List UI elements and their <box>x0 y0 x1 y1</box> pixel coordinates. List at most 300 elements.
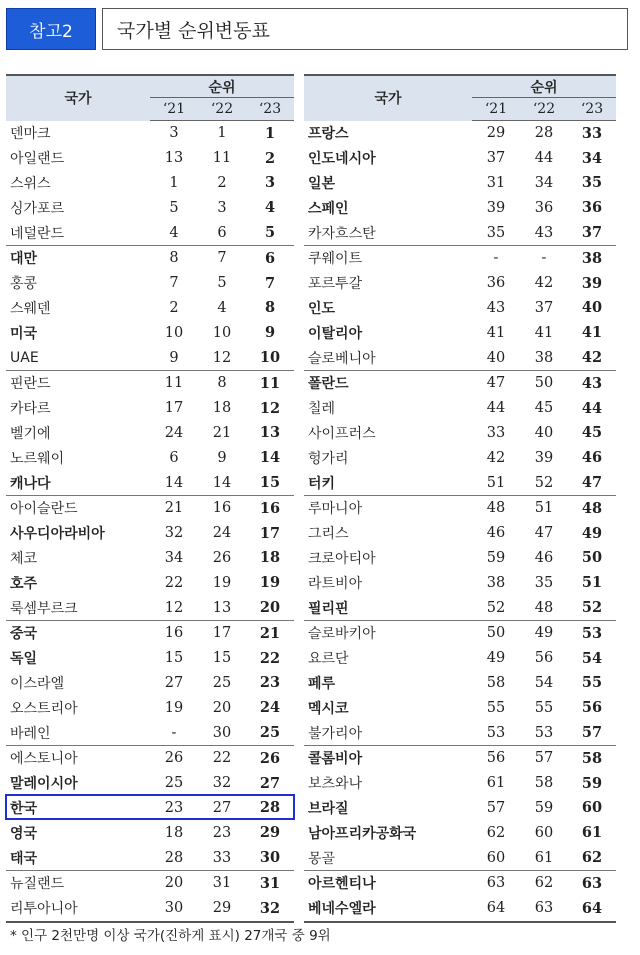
rank-2021-cell: 9 <box>169 349 179 366</box>
table-row <box>304 796 616 821</box>
rank-2021-cell: 57 <box>486 799 506 816</box>
rank-2021-cell: 13 <box>164 150 184 167</box>
rank-2022-cell: 15 <box>212 650 232 667</box>
rank-2023-cell: 38 <box>568 245 616 270</box>
country-cell: 폴란드 <box>304 370 472 395</box>
rank-2021-cell: 31 <box>486 174 506 191</box>
rank-2021-cell: - <box>171 724 177 741</box>
table-row <box>6 896 294 922</box>
rank-2022-cell: 42 <box>534 275 554 292</box>
rank-2022-cell: 54 <box>534 674 554 691</box>
rank-2023-cell: 27 <box>259 774 281 792</box>
table-row <box>6 345 294 370</box>
rank-2023-cell: 44 <box>581 399 603 417</box>
rank-2023-cell: 49 <box>581 524 603 542</box>
table-row <box>6 495 294 520</box>
rank-2022-cell: 1 <box>217 125 227 142</box>
rank-2021-cell: 34 <box>164 549 184 566</box>
table-row <box>304 570 616 595</box>
country-cell: 스위스 <box>10 175 51 192</box>
country-cell: 콜롬비아 <box>304 745 472 770</box>
rank-2023-cell: 53 <box>568 620 616 645</box>
country-cell: 터키 <box>308 475 336 492</box>
rank-2022-cell: 27 <box>212 799 232 816</box>
rank-2023-cell: 23 <box>259 674 281 692</box>
rank-2022-cell: 11 <box>212 150 232 167</box>
rank-2023-cell: 52 <box>581 599 603 617</box>
rank-2022-cell: 30 <box>212 724 232 741</box>
country-cell: 영국 <box>10 825 38 842</box>
country-cell: 슬로바키아 <box>304 620 472 645</box>
rank-2021-cell: 12 <box>164 599 184 616</box>
rank-2022-cell: 16 <box>198 495 246 520</box>
rank-2023-cell: 10 <box>259 349 281 367</box>
rank-2022-cell: 57 <box>520 745 568 770</box>
country-cell: 독일 <box>10 651 38 668</box>
country-cell: 오스트리아 <box>10 700 78 717</box>
rank-2021-cell: 19 <box>164 699 184 716</box>
rank-2021-cell: 46 <box>486 525 506 542</box>
rank-2021-cell: 17 <box>164 400 184 417</box>
table-row <box>6 845 294 870</box>
rank-2021-cell: 14 <box>164 474 184 491</box>
country-cell: 이스라엘 <box>10 675 65 692</box>
rank-2023-cell: 15 <box>259 474 281 492</box>
country-cell: 필리핀 <box>308 600 349 617</box>
rank-2023-cell: 56 <box>581 699 603 717</box>
rank-2023-cell: 62 <box>581 849 603 866</box>
rank-2021-cell: - <box>472 245 520 270</box>
country-cell: 몽골 <box>308 850 336 867</box>
country-cell: 스웨덴 <box>10 300 51 317</box>
rank-2021-cell: 18 <box>164 824 184 841</box>
rank-2023-cell: 45 <box>581 424 603 442</box>
rank-2021-cell: 24 <box>164 424 184 441</box>
rank-2023-cell: 24 <box>259 699 281 717</box>
rank-2022-cell: 28 <box>534 125 554 142</box>
country-cell: 노르웨이 <box>10 450 65 467</box>
rank-2023-cell: 7 <box>264 274 276 292</box>
rank-2023-cell: 37 <box>581 224 603 242</box>
country-cell: 체코 <box>10 550 38 567</box>
rank-2022-cell: 23 <box>212 824 232 841</box>
country-cell: 아이슬란드 <box>6 495 150 520</box>
rank-2023-cell: 4 <box>264 199 276 217</box>
country-cell: 카타르 <box>10 401 51 418</box>
year-header-23: ‘23 <box>568 98 616 121</box>
rank-2021-cell: 38 <box>486 574 506 591</box>
table-row <box>6 745 294 770</box>
rank-2022-cell: 50 <box>520 370 568 395</box>
table-row <box>6 445 294 470</box>
rank-2023-cell: 48 <box>568 495 616 520</box>
table-row <box>6 771 294 796</box>
rank-2022-cell: 45 <box>534 400 554 417</box>
rank-2021-cell: 62 <box>486 824 506 841</box>
table-row <box>304 445 616 470</box>
table-row <box>6 146 294 171</box>
rank-2021-cell: 35 <box>486 224 506 241</box>
rank-2022-cell: 24 <box>212 525 232 542</box>
table-row <box>304 171 616 196</box>
rank-2021-cell: 59 <box>486 549 506 566</box>
year-header-23: ‘23 <box>246 98 294 121</box>
rank-2022-cell: 47 <box>534 525 554 542</box>
rank-2021-cell: 15 <box>164 650 184 667</box>
country-cell: 사우디아라비아 <box>10 526 105 543</box>
rank-2021-cell: 4 <box>169 224 179 241</box>
rank-2023-cell: 61 <box>581 824 603 842</box>
country-cell: 홍콩 <box>10 276 38 293</box>
rank-2023-cell: 63 <box>568 870 616 895</box>
table-row <box>6 220 294 245</box>
country-cell: 페루 <box>308 675 336 692</box>
country-cell: 한국 <box>10 800 38 817</box>
rank-2022-cell: 22 <box>198 745 246 770</box>
rank-2023-cell: 5 <box>264 224 276 242</box>
rank-2021-cell: 1 <box>169 174 179 191</box>
rank-2021-cell: 21 <box>150 495 198 520</box>
rank-2021-cell: 23 <box>164 799 184 816</box>
country-cell: 핀란드 <box>6 370 150 395</box>
rank-2023-cell: 39 <box>581 274 603 292</box>
rank-2021-cell: 63 <box>472 870 520 895</box>
rank-2021-cell: 36 <box>486 275 506 292</box>
rank-2021-cell: 28 <box>164 849 184 866</box>
rank-2021-cell: 5 <box>169 199 179 216</box>
table-row <box>6 470 294 495</box>
rank-2023-cell: 19 <box>259 574 281 592</box>
rank-2023-cell: 30 <box>259 849 281 866</box>
rank-2022-cell: 3 <box>217 199 227 216</box>
table-row <box>304 695 616 720</box>
rank-2022-cell: 56 <box>534 650 554 667</box>
table-row <box>304 820 616 845</box>
rank-2021-cell: 39 <box>486 199 506 216</box>
rank-2022-cell: 29 <box>198 896 246 922</box>
country-cell: 룩셈부르크 <box>10 600 78 617</box>
country-cell: 크로아티아 <box>308 550 376 567</box>
country-cell: 이탈리아 <box>308 325 363 342</box>
table-row <box>6 195 294 220</box>
rank-2021-cell: 32 <box>164 525 184 542</box>
rank-2022-cell: 48 <box>534 599 554 616</box>
rank-2021-cell: 47 <box>472 370 520 395</box>
rank-2022-cell: 43 <box>534 224 554 241</box>
country-cell: 인도네시아 <box>308 151 376 168</box>
country-cell: 인도 <box>308 300 336 317</box>
rank-2021-cell: 37 <box>486 150 506 167</box>
rank-2022-cell: 62 <box>520 870 568 895</box>
country-cell: 뉴질랜드 <box>6 870 150 895</box>
rank-2021-cell: 42 <box>486 449 506 466</box>
rank-2022-cell: 10 <box>212 324 232 341</box>
rank-2023-cell: 16 <box>246 495 294 520</box>
country-cell: 카자흐스탄 <box>308 225 376 242</box>
ranking-table-right <box>304 74 616 923</box>
rank-2023-cell: 1 <box>264 124 276 142</box>
rank-2023-cell: 21 <box>246 620 294 645</box>
rank-2022-cell: 49 <box>520 620 568 645</box>
country-cell: 아르헨티나 <box>304 870 472 895</box>
rank-2021-cell: 48 <box>472 495 520 520</box>
country-cell: 사이프러스 <box>308 425 376 442</box>
rank-2022-cell: 37 <box>534 299 554 316</box>
country-cell: 칠레 <box>308 401 336 418</box>
table-row <box>6 646 294 671</box>
table-row <box>6 370 294 395</box>
country-cell: 싱가포르 <box>10 200 65 217</box>
rank-2023-cell: 29 <box>259 824 281 842</box>
rank-2023-cell: 18 <box>259 549 281 567</box>
rank-2022-cell: 46 <box>534 549 554 566</box>
rank-2021-cell: 49 <box>486 650 506 667</box>
rank-2023-cell: 35 <box>581 174 603 192</box>
rank-2022-cell: 55 <box>534 699 554 716</box>
table-row <box>6 595 294 620</box>
rank-2022-cell: 26 <box>212 549 232 566</box>
country-cell: 그리스 <box>308 526 349 543</box>
rank-2021-cell: 29 <box>486 125 506 142</box>
rank-2021-cell: 2 <box>169 299 179 316</box>
rank-2022-cell: 60 <box>534 824 554 841</box>
rank-2022-cell: 38 <box>534 349 554 366</box>
table-row <box>6 570 294 595</box>
country-cell: 벨기에 <box>10 425 51 442</box>
table-row <box>6 695 294 720</box>
rank-2022-cell: 20 <box>212 699 232 716</box>
rank-2023-cell: 57 <box>581 724 603 742</box>
country-cell: 네덜란드 <box>10 225 65 242</box>
korea-highlight-box <box>5 794 295 820</box>
rank-2022-cell: 31 <box>198 870 246 895</box>
rank-2023-cell: 43 <box>568 370 616 395</box>
rank-2022-cell: 6 <box>217 224 227 241</box>
country-cell: 아일랜드 <box>10 151 65 168</box>
rank-2022-cell: 39 <box>534 449 554 466</box>
country-cell: 에스토니아 <box>6 745 150 770</box>
country-column-header: 국가 <box>6 75 150 121</box>
country-cell: 미국 <box>10 325 38 342</box>
table-row <box>304 671 616 696</box>
country-cell: 남아프리카공화국 <box>308 825 417 842</box>
rank-2021-cell: 61 <box>486 775 506 792</box>
table-row <box>304 870 616 895</box>
rank-2021-cell: 43 <box>486 299 506 316</box>
country-cell: 멕시코 <box>308 700 349 717</box>
rank-2023-cell: 28 <box>259 799 281 817</box>
rank-2023-cell: 54 <box>581 649 603 667</box>
table-row <box>304 521 616 546</box>
rank-2021-cell: 16 <box>150 620 198 645</box>
rank-2023-cell: 59 <box>581 774 603 792</box>
country-cell: 베네수엘라 <box>304 896 472 922</box>
rank-2021-cell: 25 <box>164 775 184 792</box>
reference-badge: 참고2 <box>6 8 96 50</box>
table-row <box>6 396 294 421</box>
table-row <box>304 421 616 446</box>
country-cell: 중국 <box>6 620 150 645</box>
rank-2022-cell: 5 <box>217 275 227 292</box>
rank-2022-cell: 25 <box>212 674 232 691</box>
rank-2021-cell: 3 <box>169 125 179 142</box>
rank-2023-cell: 51 <box>581 574 603 592</box>
table-row <box>6 521 294 546</box>
country-column-header: 국가 <box>304 75 472 121</box>
rank-2022-cell: 12 <box>212 349 232 366</box>
rank-2021-cell: 40 <box>486 349 506 366</box>
rank-2021-cell: 64 <box>472 896 520 922</box>
rank-2022-cell: - <box>520 245 568 270</box>
rank-2023-cell: 26 <box>246 745 294 770</box>
rank-2022-cell: 7 <box>198 245 246 270</box>
rank-2023-cell: 42 <box>581 349 603 367</box>
year-header-22: ‘22 <box>520 98 568 121</box>
table-row <box>304 646 616 671</box>
rank-2021-cell: 44 <box>486 400 506 417</box>
rank-2022-cell: 52 <box>534 474 554 491</box>
year-header-21: ‘21 <box>472 98 520 121</box>
table-row <box>6 546 294 571</box>
rank-2021-cell: 6 <box>169 449 179 466</box>
country-cell: 대만 <box>6 245 150 270</box>
table-row <box>304 620 616 645</box>
rank-2023-cell: 8 <box>264 299 276 317</box>
table-row <box>304 745 616 770</box>
rank-2022-cell: 41 <box>534 324 554 341</box>
rank-column-header: 순위 <box>150 75 294 98</box>
rank-2023-cell: 22 <box>259 649 281 667</box>
table-row <box>6 271 294 296</box>
footnote: * 인구 2천만명 이상 국가(진하게 표시) 27개국 중 9위 <box>10 928 331 944</box>
rank-2021-cell: 50 <box>472 620 520 645</box>
rank-2023-cell: 2 <box>264 149 276 167</box>
rank-2023-cell: 6 <box>246 245 294 270</box>
table-row <box>304 195 616 220</box>
rank-2023-cell: 41 <box>581 324 603 342</box>
table-row <box>6 171 294 196</box>
country-cell: 말레이시아 <box>10 776 78 793</box>
country-cell: 쿠웨이트 <box>304 245 472 270</box>
rank-2022-cell: 34 <box>534 174 554 191</box>
table-row <box>6 671 294 696</box>
rank-2022-cell: 32 <box>212 775 232 792</box>
header <box>6 8 630 52</box>
rank-2021-cell: 41 <box>486 324 506 341</box>
rank-2022-cell: 14 <box>212 474 232 491</box>
table-row <box>304 121 616 146</box>
table-row <box>304 896 616 922</box>
rank-2022-cell: 4 <box>217 299 227 316</box>
page-title: 국가별 순위변동표 <box>102 8 628 50</box>
table-row <box>6 121 294 146</box>
rank-2023-cell: 55 <box>581 674 603 692</box>
table-row <box>304 396 616 421</box>
country-cell: 호주 <box>10 575 38 592</box>
rank-2022-cell: 17 <box>198 620 246 645</box>
rank-2022-cell: 21 <box>212 424 232 441</box>
rank-2023-cell: 36 <box>581 199 603 217</box>
table-row <box>304 546 616 571</box>
table-row <box>304 271 616 296</box>
rank-2023-cell: 12 <box>259 399 281 417</box>
rank-2023-cell: 25 <box>259 724 281 742</box>
rank-2023-cell: 13 <box>259 424 281 442</box>
country-cell: 요르단 <box>308 651 349 668</box>
table-row <box>304 720 616 745</box>
country-cell: 루마니아 <box>304 495 472 520</box>
year-header-22: ‘22 <box>198 98 246 121</box>
rank-2023-cell: 40 <box>581 299 603 317</box>
country-cell: 슬로베니아 <box>308 350 376 367</box>
rank-2022-cell: 2 <box>217 174 227 191</box>
table-row <box>304 245 616 270</box>
table-row <box>6 820 294 845</box>
rank-2022-cell: 59 <box>534 799 554 816</box>
country-cell: 프랑스 <box>308 126 349 143</box>
table-row <box>304 370 616 395</box>
table-row <box>6 870 294 895</box>
table-row <box>304 595 616 620</box>
rank-2021-cell: 55 <box>486 699 506 716</box>
year-header-21: ‘21 <box>150 98 198 121</box>
rank-2022-cell: 35 <box>534 574 554 591</box>
table-row <box>6 421 294 446</box>
rank-2023-cell: 64 <box>568 896 616 922</box>
rank-2022-cell: 53 <box>534 724 554 741</box>
rank-2021-cell: 22 <box>164 574 184 591</box>
table-row <box>6 620 294 645</box>
rank-2021-cell: 26 <box>150 745 198 770</box>
rank-2023-cell: 3 <box>264 174 276 192</box>
rank-2023-cell: 60 <box>581 799 603 817</box>
country-cell: 덴마크 <box>10 126 51 143</box>
rank-column-header: 순위 <box>472 75 616 98</box>
country-cell: 캐나다 <box>10 475 51 492</box>
country-cell: 리투아니아 <box>6 896 150 922</box>
rank-2022-cell: 33 <box>212 849 232 866</box>
country-cell: 브라질 <box>308 800 349 817</box>
rank-2022-cell: 13 <box>212 599 232 616</box>
table-row <box>304 146 616 171</box>
rank-2022-cell: 58 <box>534 775 554 792</box>
table-row <box>304 296 616 321</box>
rank-2023-cell: 11 <box>246 370 294 395</box>
rank-2023-cell: 47 <box>581 474 603 492</box>
table-row <box>304 220 616 245</box>
rank-2022-cell: 18 <box>212 400 232 417</box>
rank-2021-cell: 33 <box>486 424 506 441</box>
table-row <box>304 495 616 520</box>
rank-2023-cell: 14 <box>259 449 281 467</box>
rank-2021-cell: 53 <box>486 724 506 741</box>
table-row <box>304 845 616 870</box>
rank-2021-cell: 11 <box>150 370 198 395</box>
country-cell: 태국 <box>10 850 38 867</box>
rank-2022-cell: 51 <box>520 495 568 520</box>
rank-2021-cell: 52 <box>486 599 506 616</box>
country-cell: 보츠와나 <box>308 776 363 793</box>
table-row <box>304 320 616 345</box>
country-cell: 불가리아 <box>308 725 363 742</box>
rank-2021-cell: 20 <box>150 870 198 895</box>
table-row <box>304 470 616 495</box>
rank-2023-cell: 31 <box>246 870 294 895</box>
rank-2023-cell: 58 <box>568 745 616 770</box>
rank-2021-cell: 10 <box>164 324 184 341</box>
rank-2021-cell: 51 <box>486 474 506 491</box>
rank-2022-cell: 36 <box>534 199 554 216</box>
